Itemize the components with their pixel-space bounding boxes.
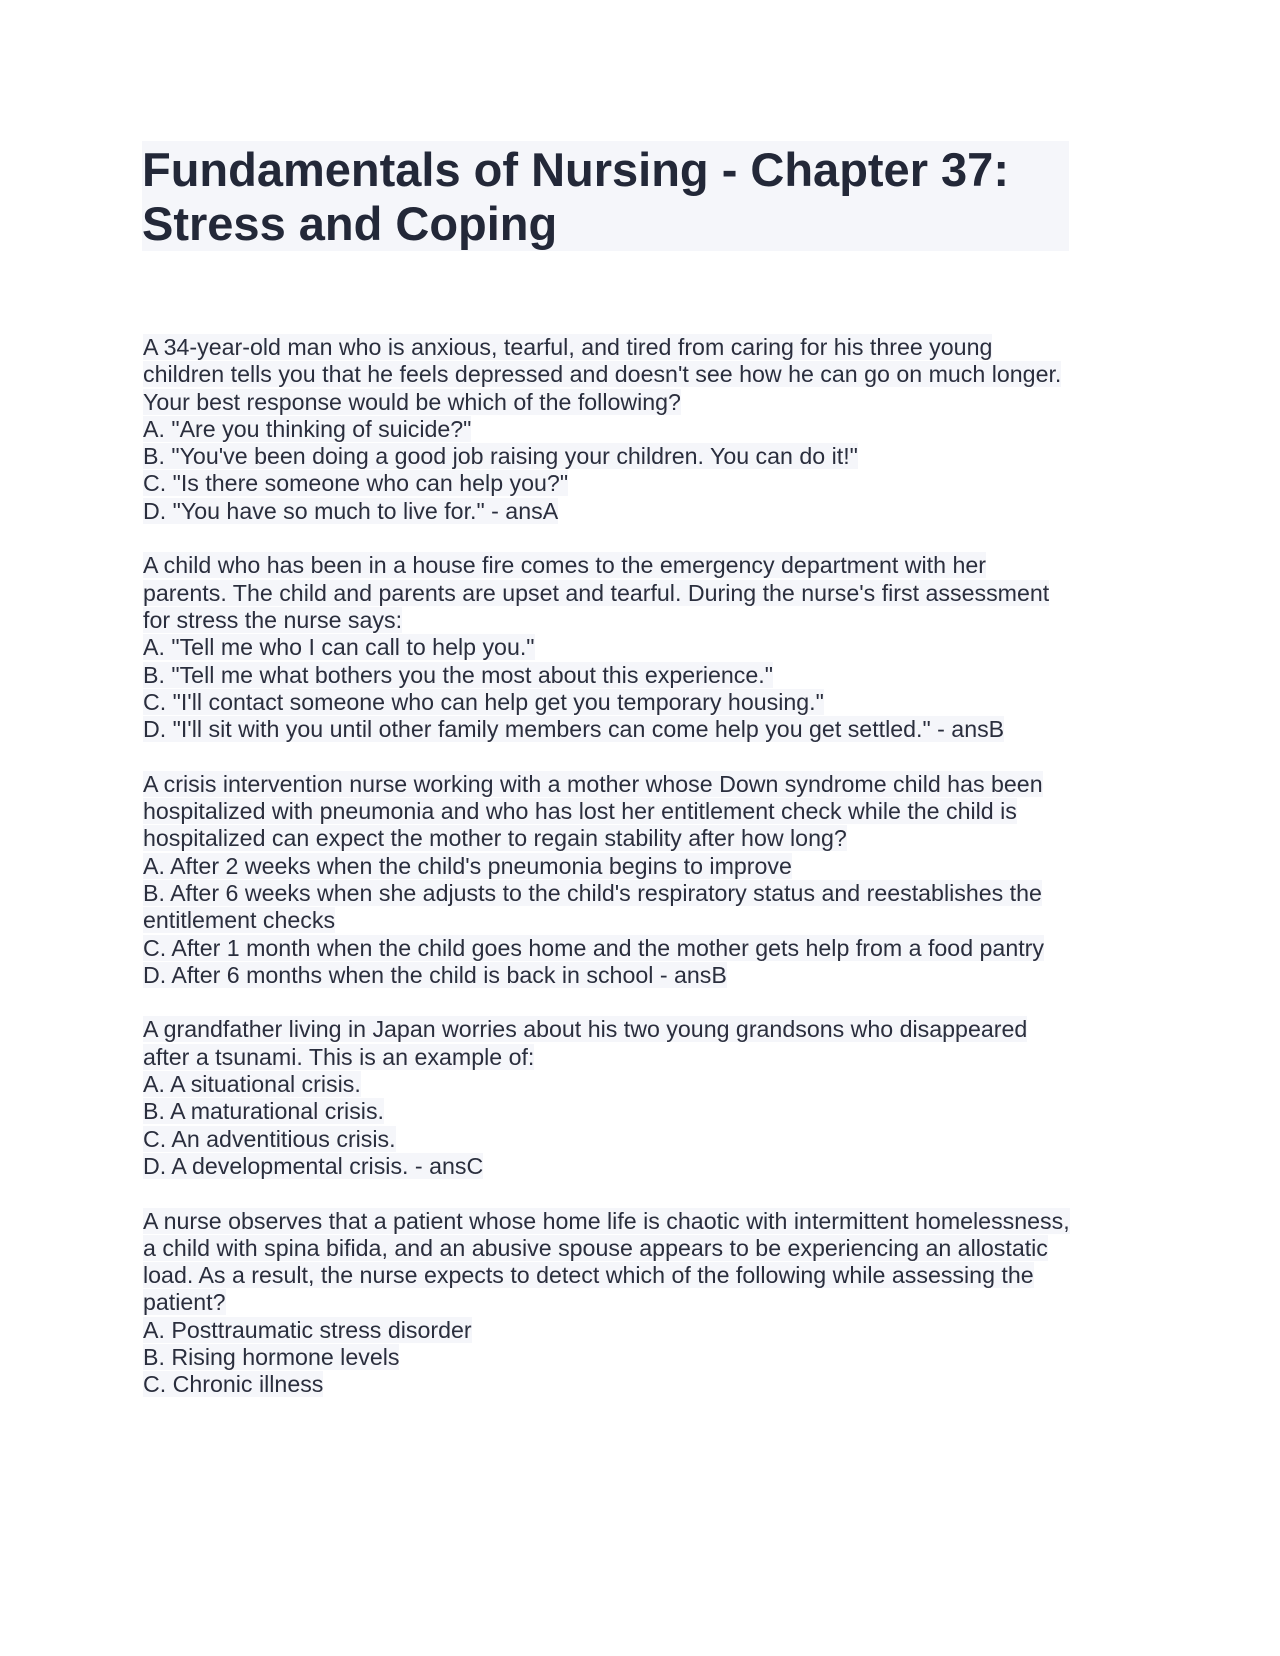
question-block xyxy=(143,1016,1073,1180)
answer-option: D. "You have so much to live for." - ansA xyxy=(143,497,559,524)
answer-option: C. After 1 month when the child goes home and the mother gets help from a food pantry xyxy=(143,934,1044,961)
answer-option: B. Rising hormone levels xyxy=(143,1343,400,1370)
answer-option: A. "Tell me who I can call to help you." xyxy=(143,634,535,661)
question-block xyxy=(143,1208,1073,1399)
question-stem: A 34-year-old man who is anxious, tearful, and tired from caring for his three young children tells you that he feels depressed and doesn't see how he can go on much longer. Your best response would be which of the following? xyxy=(143,334,1062,415)
answer-option: A. "Are you thinking of suicide?" xyxy=(143,415,472,442)
answer-option: B. After 6 weeks when she adjusts to the child's respiratory status and reestablishes the entitlement checks xyxy=(143,879,1042,934)
answer-option: C. "Is there someone who can help you?" xyxy=(143,470,569,497)
answer-option: D. After 6 months when the child is back in school - ansB xyxy=(143,961,727,988)
answer-option: A. A situational crisis. xyxy=(143,1071,361,1098)
question-block xyxy=(143,552,1073,743)
question-list xyxy=(143,334,1073,1426)
document-title: Fundamentals of Nursing - Chapter 37: Stress and Coping xyxy=(142,141,1069,251)
question-block xyxy=(143,334,1073,525)
answer-option: A. After 2 weeks when the child's pneumonia begins to improve xyxy=(143,852,792,879)
question-stem: A crisis intervention nurse working with a mother whose Down syndrome child has been hospitalized with pneumonia and who has lost her entitlement check while the child is hospitalized can expect the mother to regain stability after how long? xyxy=(143,770,1043,852)
answer-option: B. "You've been doing a good job raising your children. You can do it!" xyxy=(143,443,858,470)
answer-option: D. "I'll sit with you until other family members can come help you get settled." - ansB xyxy=(143,716,1005,743)
question-stem: A grandfather living in Japan worries about his two young grandsons who disappeared after a tsunami. This is an example of: xyxy=(143,1016,1028,1070)
answer-option: C. An adventitious crisis. xyxy=(143,1125,396,1152)
answer-option: A. Posttraumatic stress disorder xyxy=(143,1316,472,1343)
question-stem: A nurse observes that a patient whose home life is chaotic with intermittent homelessness, a child with spina bifida, and an abusive spouse appears to be experiencing an allostatic load. As a result, the nurse expects to detect which of the following while assessing the patient? xyxy=(143,1207,1070,1316)
answer-option: B. "Tell me what bothers you the most about this experience." xyxy=(143,661,773,688)
question-block xyxy=(143,771,1073,989)
answer-option: B. A maturational crisis. xyxy=(143,1098,384,1125)
answer-option: D. A developmental crisis. - ansC xyxy=(143,1152,484,1179)
answer-option: C. "I'll contact someone who can help get you temporary housing." xyxy=(143,688,824,715)
answer-option: C. Chronic illness xyxy=(143,1371,324,1398)
question-stem: A child who has been in a house fire comes to the emergency department with her parents. The child and parents are upset and tearful. During the nurse's first assessment for stress the nurse says: xyxy=(143,552,1050,633)
